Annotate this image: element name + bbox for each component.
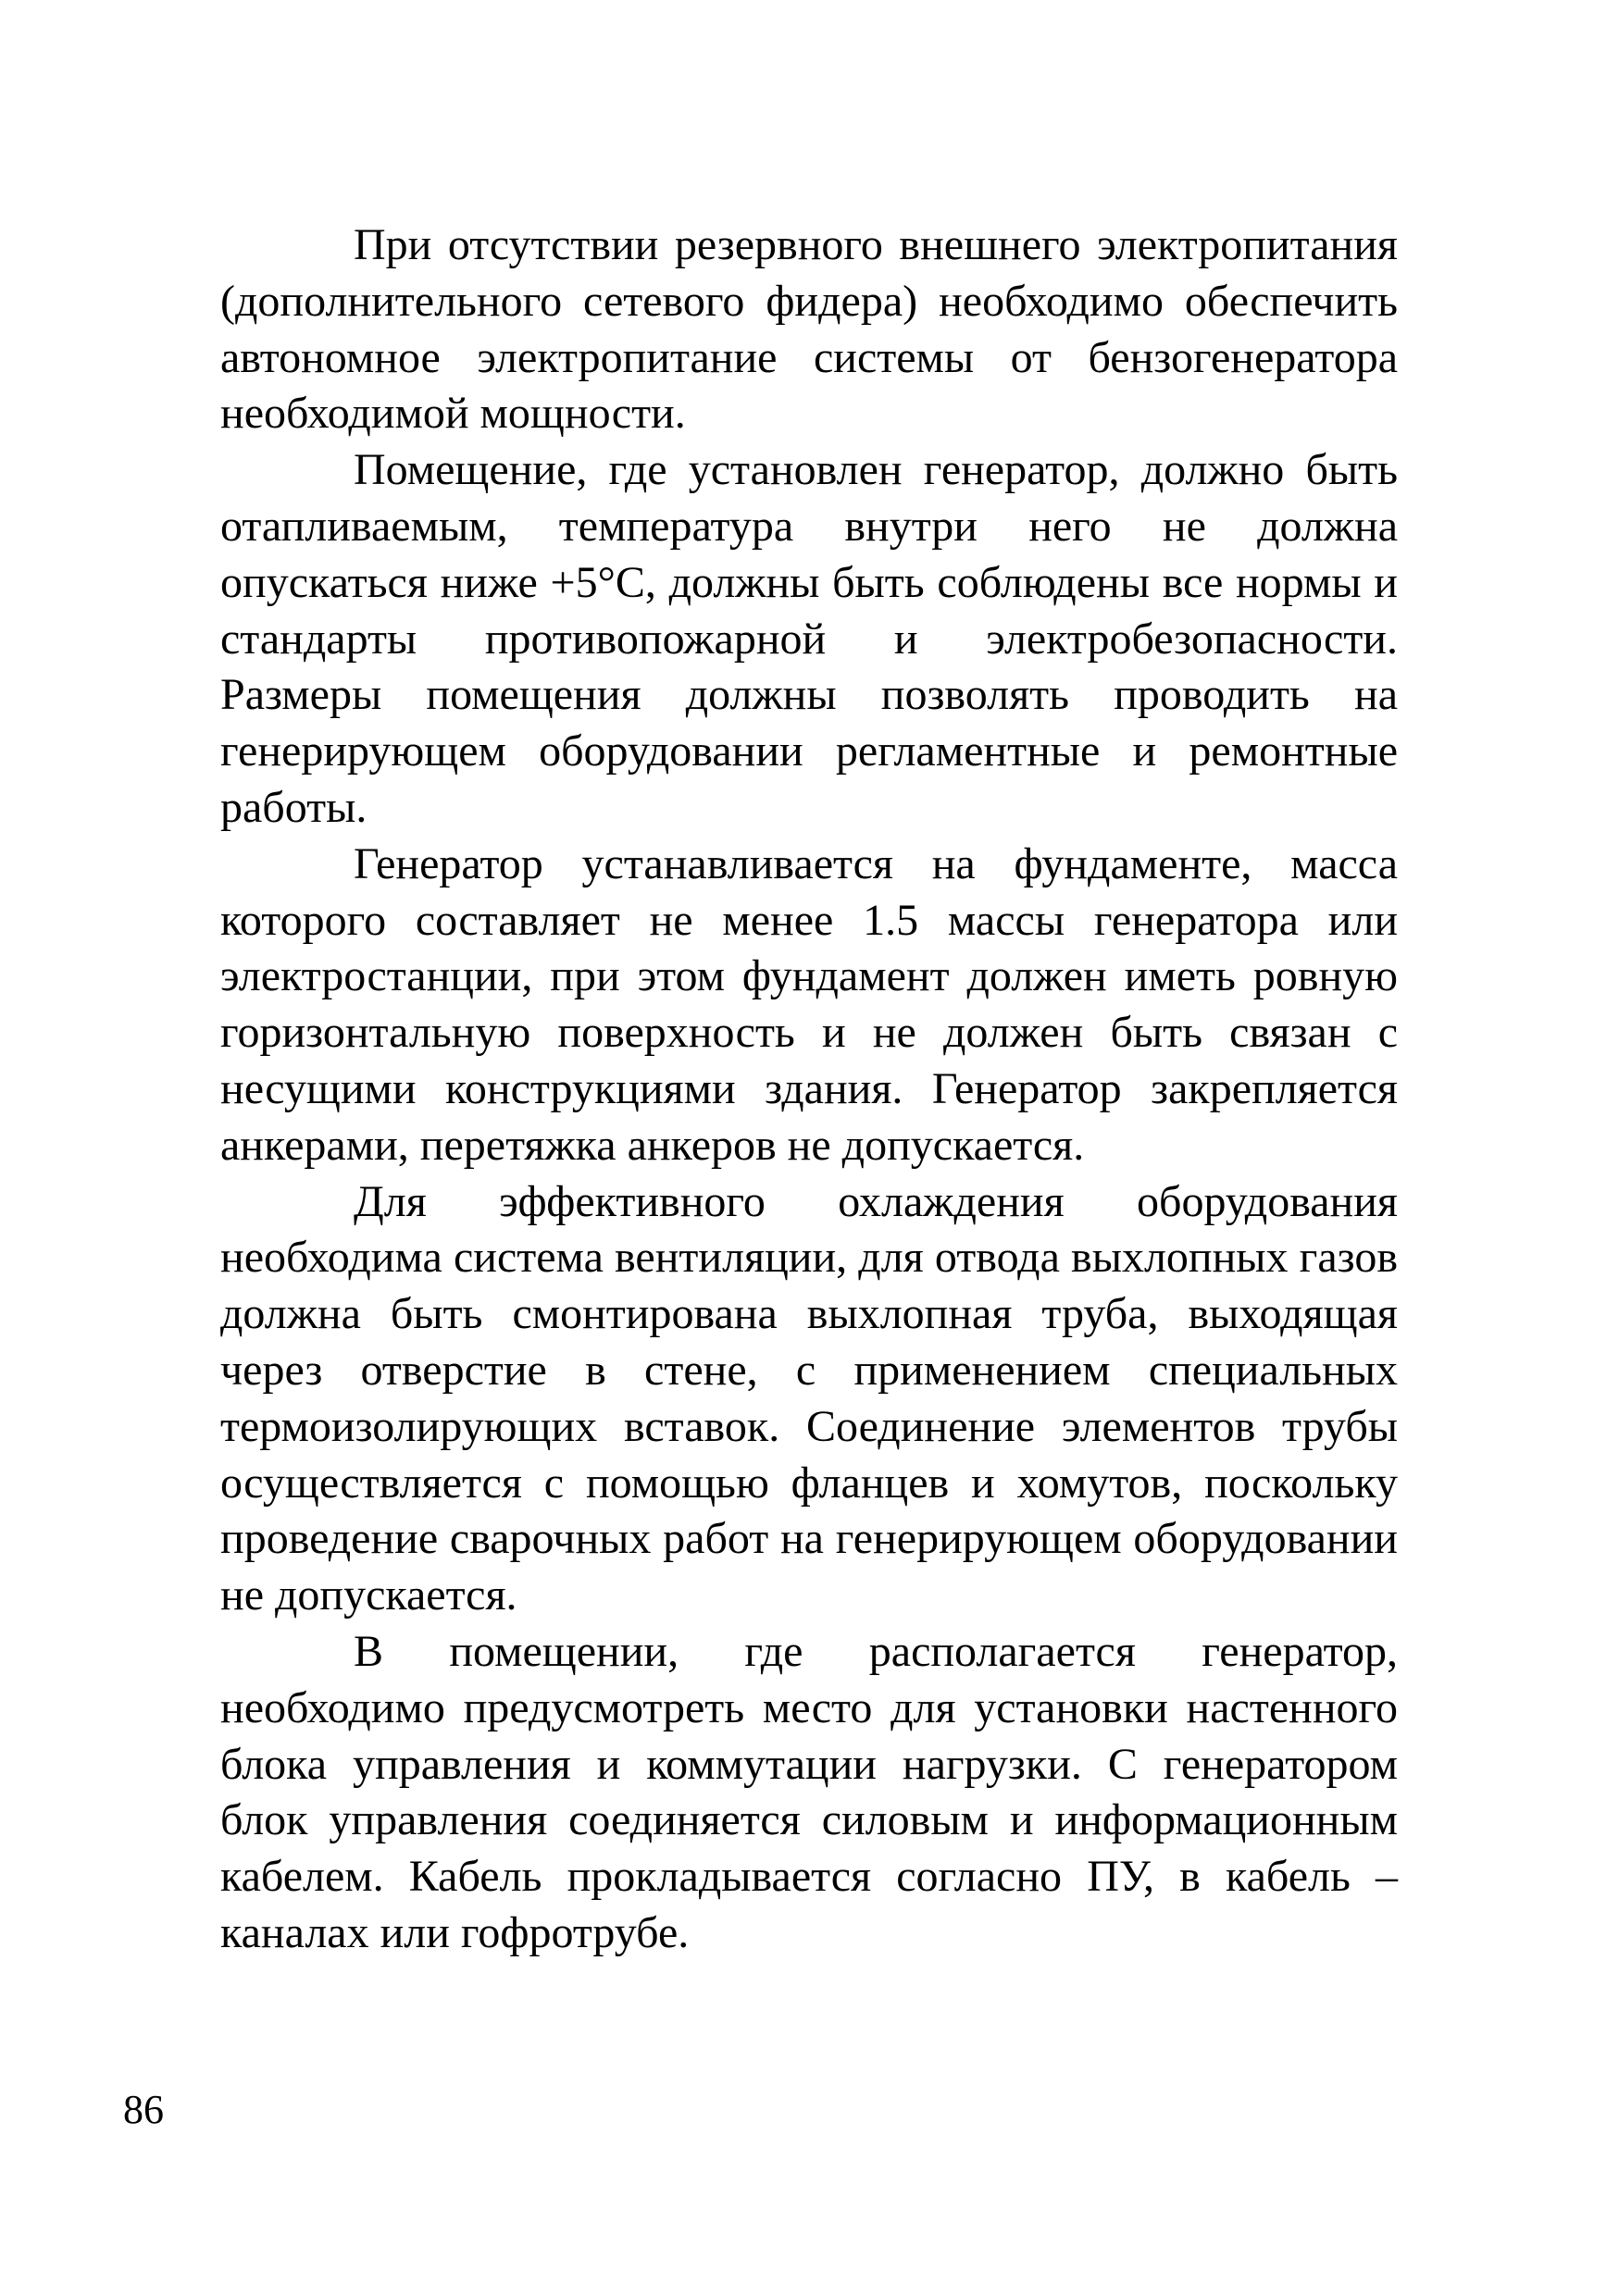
paragraph-ventilation-exhaust: Для эффективного охлаждения оборудования необходима система вентиляции, для отвода выхлопных газов должна быть смонтирована выхлопная труба, выходящая через отверстие в стене, с применением специальных термоизолирующих вставок. Соединение элементов трубы осуществляется с помощью фланцев и хомутов, поскольку проведение сварочных работ на генерирующем оборудовании не допускается. [220, 1176, 1398, 1620]
page-number: 86 [123, 2087, 164, 2132]
paragraph-control-unit: В помещении, где располагается генератор, необходимо предусмотреть место для установки настенного блока управления и коммутации нагрузки. С генератором блок управления соединяется силовым и информационным кабелем. Кабель прокладывается согласно ПУ, в кабель – каналах или гофротрубе. [220, 1626, 1398, 1957]
body-text [220, 217, 1398, 1962]
paragraph-foundation: Генератор устанавливается на фундаменте, масса которого составляет не менее 1.5 массы генератора или электростанции, при этом фундамент должен иметь ровную горизонтальную поверхность и не должен быть связан с несущими конструкциями здания. Генератор закрепляется анкерами, перетяжка анкеров не допускается. [220, 838, 1398, 1170]
paragraph-backup-power: При отсутствии резервного внешнего электропитания (дополнительного сетевого фидера) необходимо обеспечить автономное электропитание системы от бензогенератора необходимой мощности. [220, 220, 1398, 439]
paragraph-generator-room: Помещение, где установлен генератор, должно быть отапливаемым, температура внутри него не должна опускаться ниже +5°С, должны быть соблюдены все нормы и стандарты противопожарной и электробезопасности. Размеры помещения должны позволять проводить на генерирующем оборудовании регламентные и ремонтные работы. [220, 445, 1398, 832]
